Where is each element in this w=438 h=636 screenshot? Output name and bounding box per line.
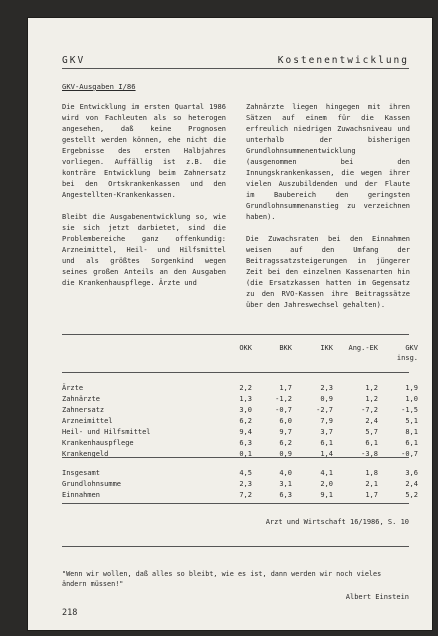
col-header-gkv: GKV insg. — [396, 344, 418, 362]
table-cell: 0,1 — [239, 450, 252, 458]
table-header — [62, 343, 418, 371]
row-label: Zahnärzte — [62, 395, 100, 403]
table-cell: -0,7 — [275, 406, 292, 414]
left-column — [62, 102, 226, 300]
table-cell: 4,1 — [320, 469, 333, 477]
table-mid-rule — [62, 457, 409, 458]
row-label: Krankengeld — [62, 450, 109, 458]
source-citation: Arzt und Wirtschaft 16/1986, S. 10 — [265, 518, 409, 526]
quote-author: Albert Einstein — [345, 593, 409, 601]
table-row — [62, 427, 418, 438]
table-row — [62, 383, 418, 394]
table-cell: 2,4 — [365, 417, 378, 425]
row-label: Grundlohnsumme — [62, 480, 122, 488]
table-cell: 5,7 — [365, 428, 378, 436]
table-cell: 4,0 — [279, 469, 292, 477]
table-cell: -7,2 — [361, 406, 378, 414]
left-paragraph-2: Bleibt die Ausgabenentwicklung so, wie sie sich jetzt darbietet, sind die Problembereiche ganz offenkundig: Arzneimittel, Heil- und Hilfsmittel und als größtes Sorgenkind wegen seines großen Anteils an den Ausgaben die Krankenhauspflege. Ärzte und — [62, 213, 226, 287]
row-label: Heil- und Hilfsmittel — [62, 428, 151, 436]
document-page — [28, 18, 432, 630]
table-cell: -1,2 — [275, 395, 292, 403]
row-label: Arzneimittel — [62, 417, 113, 425]
table-cell: 2,3 — [239, 480, 252, 488]
table-cell: 6,3 — [239, 439, 252, 447]
quote-rule — [62, 546, 409, 547]
right-column — [246, 102, 410, 322]
table-cell: 1,0 — [405, 395, 418, 403]
table-row — [62, 405, 418, 416]
col-header-ikk: IKK — [320, 344, 333, 352]
table-cell: 1,7 — [365, 491, 378, 499]
table-cell: 3,6 — [405, 469, 418, 477]
table-cell: -3,8 — [361, 450, 378, 458]
table-row — [62, 394, 418, 405]
table-cell: -1,5 — [401, 406, 418, 414]
running-header — [62, 52, 409, 66]
table-top-rule — [62, 334, 409, 335]
row-label: Krankenhauspflege — [62, 439, 134, 447]
table-cell: 3,0 — [239, 406, 252, 414]
table-cell: 9,1 — [320, 491, 333, 499]
table-row — [62, 490, 418, 501]
table-cell: 1,4 — [320, 450, 333, 458]
table-header-rule — [62, 372, 409, 373]
col-header-bkk: BKK — [279, 344, 292, 352]
table-cell: 2,4 — [405, 480, 418, 488]
row-label: Zahnersatz — [62, 406, 105, 414]
table-row — [62, 479, 418, 490]
col-header-ang-ek: Ang.-EK — [348, 344, 378, 352]
table-cell: 9,7 — [279, 428, 292, 436]
table-cell: 6,2 — [239, 417, 252, 425]
table-cell: 4,5 — [239, 469, 252, 477]
table-cell: 0,9 — [279, 450, 292, 458]
table-cell: 6,0 — [279, 417, 292, 425]
table-cell: 1,2 — [365, 395, 378, 403]
table-cell: -2,7 — [316, 406, 333, 414]
table-cell: 2,3 — [320, 384, 333, 392]
left-paragraph-1: Die Entwicklung im ersten Quartal 1986 wird von Fachleuten als so heterogen angesehen, daß keine Prognosen gestellt werden können, ehe nicht die Ergebnisse des ersten Halbjahres vorliegen. Auffällig ist z.B. die konträre Entwicklung beim Zahnersatz bei den Ortskrankenkassen und den Angestellten-Krankenkassen. — [62, 103, 226, 199]
table-cell: 2,0 — [320, 480, 333, 488]
row-label: Ärzte — [62, 384, 84, 392]
section-title: GKV-Ausgaben I/86 — [62, 82, 136, 91]
table-cell: 6,1 — [405, 439, 418, 447]
table-cell: 8,1 — [405, 428, 418, 436]
right-paragraph-1: Zahnärzte liegen hingegen mit ihren Sätzen auf einem für die Kassen erfreulich niedrigen Zuwachsniveau und unterhalb der bisherigen Grundlohnsummenentwicklung (ausgenommen bei den Innungskrankenkassen, die wegen ihrer vielen Auszubildenden und der Flaute im Baubereich den geringsten Grundlohnsummenanstieg zu verzeichnen haben). — [246, 103, 410, 221]
table-cell: 3,1 — [279, 480, 292, 488]
table-cell: 1,3 — [239, 395, 252, 403]
table-cell: 9,4 — [239, 428, 252, 436]
table-cell: 5,1 — [405, 417, 418, 425]
table-cell: 7,2 — [239, 491, 252, 499]
header-right: Kostenentwicklung — [277, 55, 409, 66]
table-cell: 6,1 — [320, 439, 333, 447]
right-paragraph-2: Die Zuwachsraten bei den Einnahmen weisen auf den Umfang der Beitragssatzsteigerungen in jüngerer Zeit bei den einzelnen Kassenarten hin (die Ersatzkassen hatten im Gegensatz zu den RVO-Kassen ihre Beitragssätze über den Jahreswechsel gehalten). — [246, 235, 410, 309]
table-cell: 6,1 — [365, 439, 378, 447]
quote-text: "Wenn wir wollen, daß alles so bleibt, wie es ist, dann werden wir noch vieles ändern müssen!" — [62, 570, 382, 588]
table-row — [62, 449, 418, 460]
table-cell: 1,2 — [365, 384, 378, 392]
table-cell: 0,9 — [320, 395, 333, 403]
table-bottom-rule — [62, 503, 409, 504]
table-cell: 1,7 — [279, 384, 292, 392]
table-cell: 3,7 — [320, 428, 333, 436]
page-number: 218 — [62, 608, 78, 618]
table-cell: 6,3 — [279, 491, 292, 499]
table-cell: 2,2 — [239, 384, 252, 392]
header-rule — [62, 68, 409, 69]
row-label: Insgesamt — [62, 469, 100, 477]
table-cell: 2,1 — [365, 480, 378, 488]
table-row — [62, 468, 418, 479]
row-label: Einnahmen — [62, 491, 100, 499]
table-cell: 6,2 — [279, 439, 292, 447]
col-header-okk: OKK — [239, 344, 252, 352]
table-row — [62, 438, 418, 449]
table-row — [62, 416, 418, 427]
table-cell: 1,8 — [365, 469, 378, 477]
table-cell: 1,9 — [405, 384, 418, 392]
table-cell: 7,9 — [320, 417, 333, 425]
header-left: GKV — [62, 55, 86, 66]
table-cell: -0,7 — [401, 450, 418, 458]
table-cell: 5,2 — [405, 491, 418, 499]
